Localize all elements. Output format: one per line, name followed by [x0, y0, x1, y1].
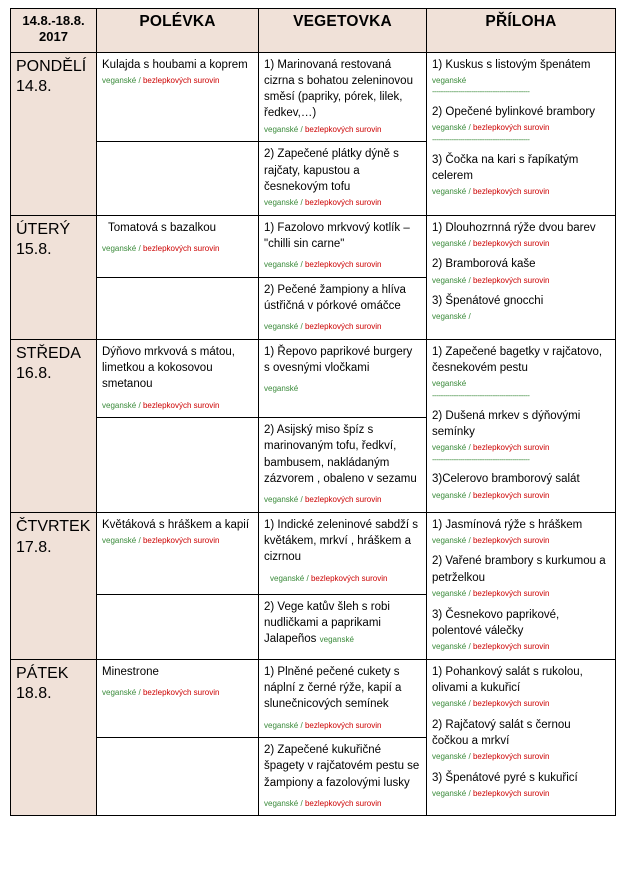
tag-slash: /: [468, 699, 471, 709]
tag-gluten: bezlepkových surovin: [472, 443, 550, 453]
divider: ---------------------------------------------: [432, 391, 530, 400]
table-row: [11, 339, 616, 417]
veg-cell-thursday-1: [259, 512, 427, 594]
divider: ---------------------------------------------: [432, 455, 530, 464]
tagline: [102, 244, 253, 254]
veg-dish: 2) Zapečené kukuřičné špagety v rajčatovém pestu se žampiony a fazolovými lusky: [264, 743, 420, 789]
veg-cell-tuesday-2: [259, 277, 427, 339]
tag-slash: /: [138, 536, 141, 546]
soup-cell-wednesday: [97, 339, 259, 417]
tagline: [264, 384, 421, 394]
tagline: [432, 589, 610, 599]
tagline: [264, 125, 421, 135]
tag-vegan: veganské: [264, 720, 299, 730]
soup-cell-thursday: [97, 512, 259, 594]
tag-gluten: bezlepkových surovin: [472, 589, 550, 599]
tag-gluten: bezlepkových surovin: [472, 187, 550, 197]
veg-cell-tuesday-1: [259, 215, 427, 277]
tagline: [432, 642, 610, 652]
tag-vegan: veganské: [102, 75, 137, 85]
day-name: ÚTERÝ: [16, 220, 71, 238]
tag-vegan: veganské: [102, 400, 137, 410]
soup-cell-tuesday-empty: [97, 277, 259, 339]
tagline: [264, 198, 421, 208]
tagline: [432, 276, 610, 286]
side-dish: 2) Bramborová kaše: [432, 258, 536, 271]
side-block: [432, 152, 610, 198]
day-cell-thursday: [11, 512, 97, 659]
tagline: [432, 443, 610, 453]
side-block: [432, 104, 610, 145]
table-row: [11, 215, 616, 277]
veg-cell-wednesday-1: [259, 339, 427, 417]
side-dish: 3) Čočka na kari s řapíkatým celerem: [432, 153, 579, 182]
tag-gluten: bezlepkových surovin: [472, 123, 550, 133]
tag-gluten: bezlepkových surovin: [304, 124, 382, 134]
side-block: [432, 770, 610, 800]
tagline: [432, 752, 610, 762]
day-date: 15.8.: [16, 241, 52, 259]
table-row: [11, 52, 616, 142]
side-dish: 2) Opečené bylinkové brambory: [432, 106, 595, 119]
day-cell-wednesday: [11, 339, 97, 512]
side-cell-friday: [427, 659, 616, 816]
side-block: [432, 220, 610, 250]
tag-vegan: veganské: [264, 260, 299, 270]
tagline: [432, 187, 610, 197]
tag-vegan: veganské: [432, 275, 467, 285]
side-dish: 2) Rajčatový salát s černou čočkou a mrkví: [432, 718, 571, 747]
tagline: [432, 491, 610, 501]
veg-dish: 2) Zapečené plátky dýně s rajčaty, kapustou a česnekovým tofu: [264, 148, 399, 193]
tag-slash: /: [468, 490, 471, 500]
tag-gluten: bezlepkových surovin: [142, 243, 220, 253]
tagline: [264, 799, 421, 809]
tag-slash: /: [468, 275, 471, 285]
tag-slash: /: [468, 312, 471, 322]
tag-gluten: bezlepkových surovin: [142, 400, 220, 410]
tag-slash: /: [138, 75, 141, 85]
side-cell-monday: [427, 52, 616, 215]
tag-slash: /: [468, 589, 471, 599]
weekly-menu-table: [10, 8, 616, 816]
tagline: [102, 536, 253, 546]
day-date: 16.8.: [16, 365, 52, 383]
side-dish: 2) Vařené brambory s kurkumou a petrželkou: [432, 555, 606, 584]
day-name: STŘEDA: [16, 344, 81, 362]
tag-gluten: bezlepkových surovin: [304, 198, 382, 208]
veg-dish: 1) Fazolovo mrkvový kotlík – "chilli sin carne": [264, 221, 410, 250]
side-dish: 1) Kuskus s listovým špenátem: [432, 58, 591, 71]
tag-gluten: bezlepkových surovin: [142, 536, 220, 546]
table-header: [11, 9, 616, 53]
tagline: [432, 379, 610, 389]
tag-vegan: veganské: [264, 798, 299, 808]
day-date: 14.8.: [16, 78, 52, 96]
side-dish: 3) Špenátové gnocchi: [432, 295, 544, 308]
header-vegetovka: VEGETOVKA: [259, 9, 427, 53]
tag-vegan: veganské: [102, 687, 137, 697]
table-body: [11, 52, 616, 816]
tag-gluten: bezlepkových surovin: [472, 752, 550, 762]
veg-dish: [264, 599, 421, 648]
tagline: [264, 574, 421, 584]
side-dish: 3)Celerovo bramborový salát: [432, 473, 580, 486]
side-block: [432, 57, 610, 98]
side-block: [432, 408, 610, 465]
tag-vegan: veganské: [432, 490, 467, 500]
side-dish: 1) Pohankový salát s rukolou, olivami a kukuřicí: [432, 665, 583, 694]
tag-slash: /: [300, 495, 303, 505]
tag-vegan: veganské: [432, 75, 467, 85]
tag-vegan: veganské: [264, 384, 299, 394]
side-block: [432, 553, 610, 599]
tag-gluten: bezlepkových surovin: [142, 687, 220, 697]
soup-cell-monday: [97, 52, 259, 142]
tag-slash: /: [138, 243, 141, 253]
veg-dish-text: 2) Vege katův šleh s robi nudličkami a paprikami Jalapeños: [264, 600, 390, 646]
tagline: [432, 536, 610, 546]
day-date: 18.8.: [16, 685, 52, 703]
side-block: [432, 471, 610, 501]
soup-dish: Minestrone: [102, 665, 159, 678]
day-cell-monday: [11, 52, 97, 215]
veg-dish: 1) Plněné pečené cukety s náplní z černé rýže, kapií a slunečnicových semínek: [264, 665, 402, 711]
tag-slash: /: [468, 752, 471, 762]
tag-gluten: bezlepkových surovin: [472, 275, 550, 285]
veg-dish: 1) Marinovaná restovaná cizrna s bohatou zeleninovou směsí (papriky, pórek, lilek, ředkev,…): [264, 58, 413, 120]
tag-gluten: bezlepkových surovin: [472, 490, 550, 500]
tag-slash: /: [468, 238, 471, 248]
tag-vegan: veganské: [432, 123, 467, 133]
tag-gluten: bezlepkových surovin: [472, 642, 550, 652]
tag-vegan: veganské: [102, 243, 137, 253]
tag-vegan: veganské: [264, 198, 299, 208]
tag-vegan: veganské: [264, 495, 299, 505]
side-block: [432, 607, 610, 653]
side-cell-thursday: [427, 512, 616, 659]
side-block: [432, 664, 610, 710]
divider: ---------------------------------------------: [432, 88, 530, 97]
tag-gluten: bezlepkových surovin: [142, 75, 220, 85]
tag-gluten: bezlepkových surovin: [472, 788, 550, 798]
tag-gluten: bezlepkových surovin: [310, 573, 388, 583]
soup-cell-tuesday: [97, 215, 259, 277]
tag-vegan: veganské: [432, 699, 467, 709]
tag-slash: /: [468, 123, 471, 133]
tag-slash: /: [306, 573, 309, 583]
tag-slash: /: [300, 124, 303, 134]
soup-cell-monday-empty: [97, 142, 259, 215]
veg-cell-friday-1: [259, 659, 427, 737]
tag-slash: /: [300, 198, 303, 208]
side-cell-tuesday: [427, 215, 616, 339]
tag-gluten: bezlepkových surovin: [472, 536, 550, 546]
tag-vegan: veganské: [264, 322, 299, 332]
tag-slash: /: [468, 536, 471, 546]
soup-cell-friday-empty: [97, 737, 259, 815]
side-dish: 1) Zapečené bagetky v rajčatovo, česnekovém pestu: [432, 345, 603, 374]
tag-vegan: veganské: [270, 573, 305, 583]
tag-slash: /: [300, 798, 303, 808]
tag-vegan: veganské: [432, 788, 467, 798]
side-dish: 3) Špenátové pyré s kukuřicí: [432, 771, 578, 784]
soup-dish: Dýňovo mrkvová s mátou, limetkou a kokosovou smetanou: [102, 345, 235, 391]
side-block: [432, 256, 610, 286]
veg-cell-wednesday-2: [259, 418, 427, 513]
tag-slash: /: [468, 642, 471, 652]
tag-slash: /: [468, 443, 471, 453]
tag-gluten: bezlepkových surovin: [304, 260, 382, 270]
side-dish: 1) Dlouhozrnná rýže dvou barev: [432, 221, 596, 234]
veg-dish: 2) Pečené žampiony a hlíva ústřičná v pórkové omáčce: [264, 283, 406, 312]
tag-slash: /: [138, 400, 141, 410]
table-row: [11, 512, 616, 594]
tag-slash: /: [300, 720, 303, 730]
tagline: [102, 401, 253, 411]
tag-vegan: veganské: [432, 379, 467, 389]
side-dish: 1) Jasmínová rýže s hráškem: [432, 518, 583, 531]
tagline: [102, 688, 253, 698]
veg-dish: 1) Indické zeleninové sabdží s květákem, mrkví , hráškem a cizrnou: [264, 518, 419, 564]
tag-slash: /: [468, 187, 471, 197]
tagline: [264, 322, 421, 332]
tag-vegan: veganské: [432, 312, 467, 322]
tag-gluten: bezlepkových surovin: [304, 322, 382, 332]
tagline: [102, 76, 253, 86]
divider: ---------------------------------------------: [432, 135, 530, 144]
tag-slash: /: [468, 788, 471, 798]
tag-vegan: veganské: [432, 187, 467, 197]
tagline: [264, 260, 421, 270]
day-cell-friday: [11, 659, 97, 816]
veg-cell-monday-1: [259, 52, 427, 142]
table-row: [11, 659, 616, 737]
side-block: [432, 293, 610, 323]
day-name: PÁTEK: [16, 664, 69, 682]
soup-dish: Květáková s hráškem a kapií: [102, 518, 250, 531]
tagline: [432, 123, 610, 133]
soup-cell-thursday-empty: [97, 594, 259, 659]
tagline: [264, 495, 421, 505]
soup-cell-wednesday-empty: [97, 418, 259, 513]
side-block: [432, 517, 610, 547]
day-name: PONDĚLÍ: [16, 57, 87, 75]
header-priloha: PŘÍLOHA: [427, 9, 616, 53]
tag-vegan: veganské: [264, 124, 299, 134]
tagline: [432, 312, 610, 322]
day-cell-tuesday: [11, 215, 97, 339]
tag-vegan: veganské: [432, 752, 467, 762]
tag-gluten: bezlepkových surovin: [304, 798, 382, 808]
side-dish: 3) Česnekovo paprikové, polentové válečky: [432, 608, 560, 637]
tag-slash: /: [138, 687, 141, 697]
header-soup: POLÉVKA: [97, 9, 259, 53]
tag-vegan: veganské: [102, 536, 137, 546]
soup-dish: Kulajda s houbami a koprem: [102, 58, 248, 71]
side-cell-wednesday: [427, 339, 616, 512]
veg-cell-thursday-2: [259, 594, 427, 659]
tagline: [432, 789, 610, 799]
tag-gluten: bezlepkových surovin: [304, 495, 382, 505]
tag-vegan: veganské: [432, 443, 467, 453]
tag-vegan: veganské: [319, 635, 354, 645]
tag-slash: /: [300, 260, 303, 270]
day-name: ČTVRTEK: [16, 517, 91, 535]
veg-cell-monday-2: [259, 142, 427, 215]
veg-cell-friday-2: [259, 737, 427, 815]
tag-vegan: veganské: [432, 238, 467, 248]
date-range-line2: 2017: [39, 29, 68, 45]
side-block: [432, 717, 610, 763]
tagline: [264, 721, 421, 731]
soup-cell-friday: [97, 659, 259, 737]
soup-dish: Tomatová s bazalkou: [108, 221, 217, 234]
tagline: [432, 239, 610, 249]
side-block: [432, 344, 610, 401]
tag-slash: /: [300, 322, 303, 332]
veg-dish: 1) Řepovo paprikové burgery s ovesnými vločkami: [264, 345, 413, 374]
tagline: [432, 699, 610, 709]
side-dish: 2) Dušená mrkev s dýňovými semínky: [432, 409, 581, 438]
veg-dish: 2) Asijský miso špíz s marinovaným tofu, ředkví, bambusem, nakládaným zázvorem , obaleno v sezamu: [264, 424, 417, 486]
tag-gluten: bezlepkových surovin: [472, 699, 550, 709]
tag-vegan: veganské: [432, 642, 467, 652]
tag-vegan: veganské: [432, 536, 467, 546]
tagline: [432, 76, 610, 86]
header-date-range: [11, 9, 97, 53]
tag-vegan: veganské: [432, 589, 467, 599]
date-range-line1: 14.8.-18.8.: [22, 13, 85, 28]
tag-gluten: bezlepkových surovin: [472, 238, 550, 248]
day-date: 17.8.: [16, 538, 52, 556]
tag-gluten: bezlepkových surovin: [304, 720, 382, 730]
